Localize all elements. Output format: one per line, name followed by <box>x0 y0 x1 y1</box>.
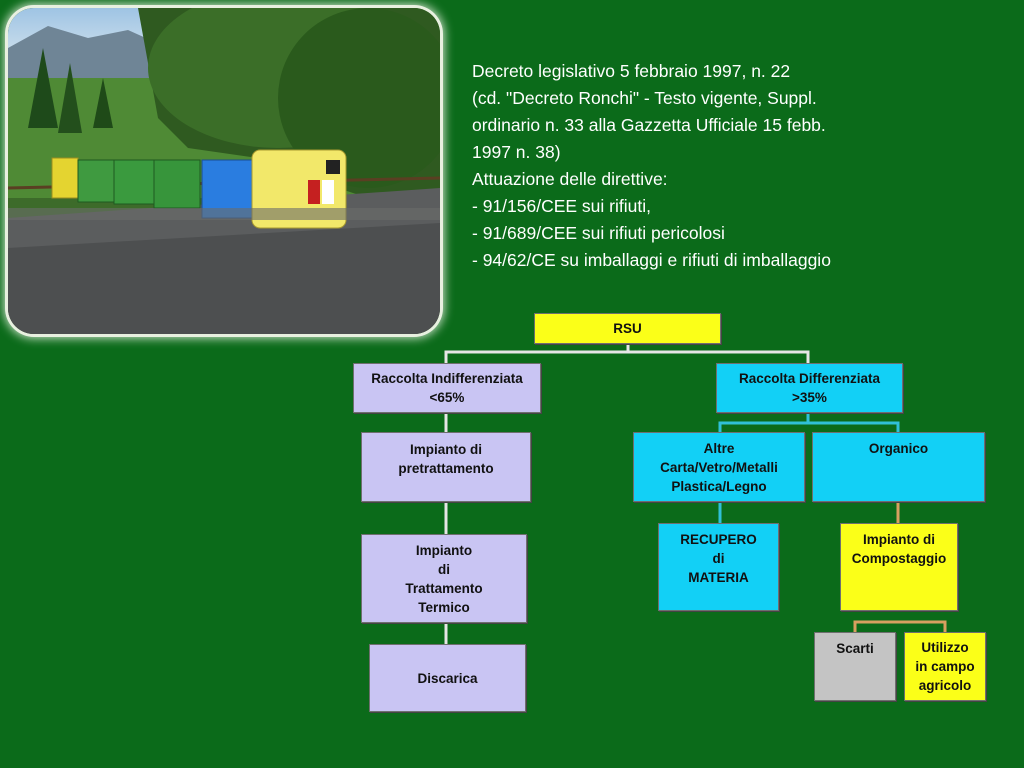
node-utilizzo-agricolo: Utilizzo in campo agricolo <box>904 632 986 701</box>
node-rsu: RSU <box>534 313 721 344</box>
description-line: 1997 n. 38) <box>472 142 561 162</box>
connector-compost-branches <box>855 622 945 632</box>
connector-rsu-branches <box>446 352 808 363</box>
node-raccolta-indifferenziata: Raccolta Indifferenziata <65% <box>353 363 541 413</box>
node-raccolta-differenziata: Raccolta Differenziata >35% <box>716 363 903 413</box>
node-impianto-pretrattamento: Impianto di pretrattamento <box>361 432 531 502</box>
node-impianto-compostaggio: Impianto di Compostaggio <box>840 523 958 611</box>
node-recupero-materia: RECUPERO di MATERIA <box>658 523 779 611</box>
description-line: - 91/156/CEE sui rifiuti, <box>472 196 651 216</box>
connector-differenziata-branches <box>720 423 898 432</box>
node-organico: Organico <box>812 432 985 502</box>
description-line: (cd. "Decreto Ronchi" - Testo vigente, Suppl. <box>472 88 817 108</box>
description-line: - 94/62/CE su imballaggi e rifiuti di imballaggio <box>472 250 831 270</box>
node-scarti: Scarti <box>814 632 896 701</box>
description-line: ordinario n. 33 alla Gazzetta Ufficiale 15 febb. <box>472 115 826 135</box>
node-discarica: Discarica <box>369 644 526 712</box>
description-line: - 91/689/CEE sui rifiuti pericolosi <box>472 223 725 243</box>
node-impianto-trattamento-termico: Impianto di Trattamento Termico <box>361 534 527 623</box>
node-altre-frazioni: Altre Carta/Vetro/Metalli Plastica/Legno <box>633 432 805 502</box>
description-line: Decreto legislativo 5 febbraio 1997, n. 22 <box>472 61 791 81</box>
description-line: Attuazione delle direttive: <box>472 169 668 189</box>
